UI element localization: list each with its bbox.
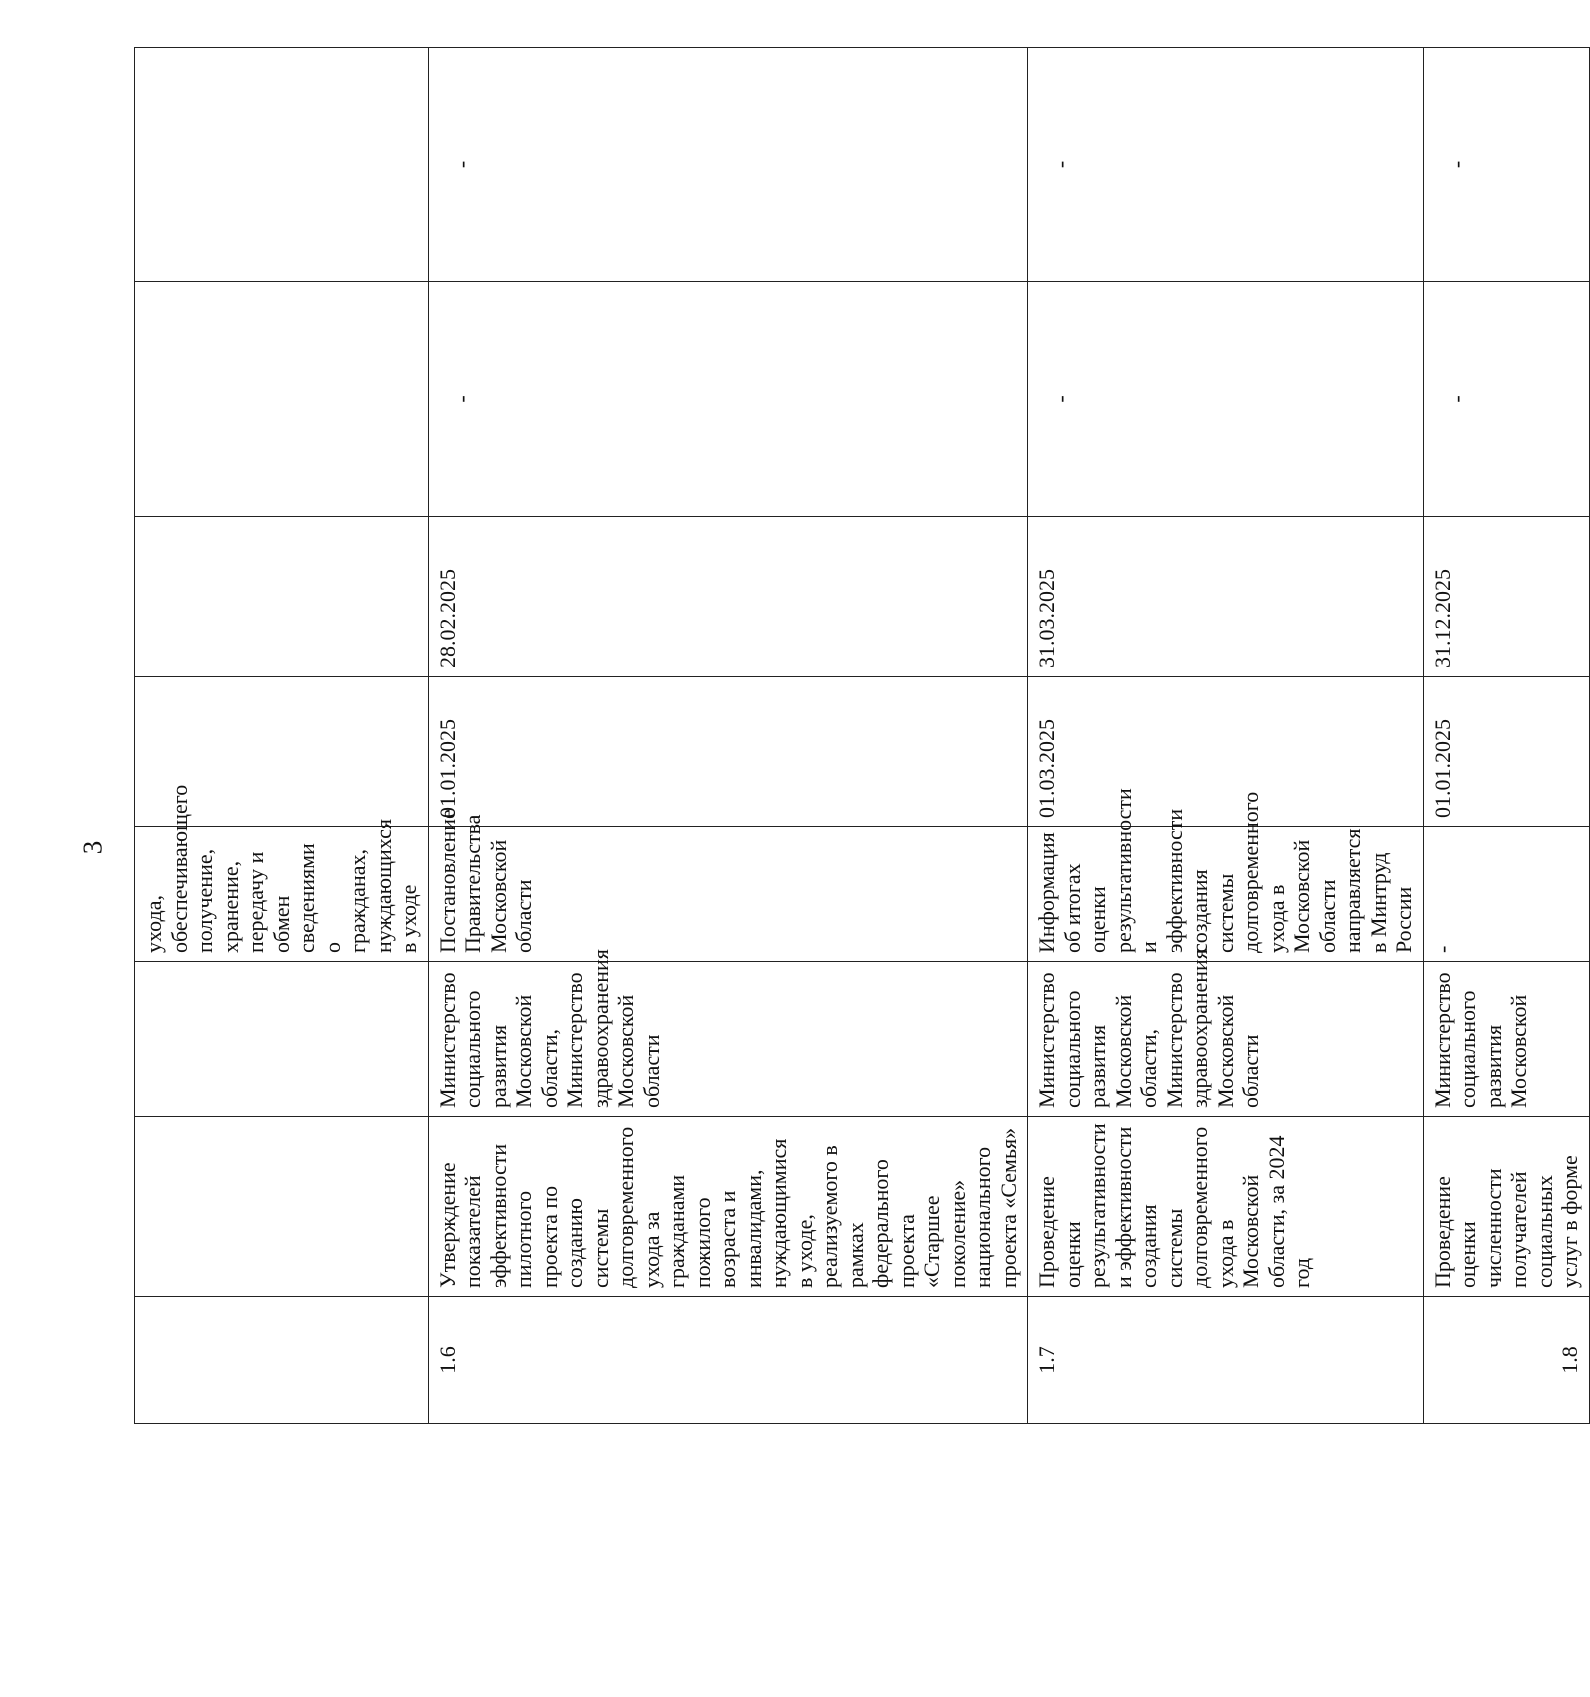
cell-num: 1.6 bbox=[428, 1297, 1028, 1424]
table-row bbox=[1028, 48, 1424, 1424]
cell-start: 01.03.2025 bbox=[1028, 677, 1424, 827]
cell-num bbox=[135, 1297, 429, 1424]
cell-end bbox=[135, 517, 429, 677]
cell-document: Информация об итогах оценки результативности и эффективности создания системы долговременного ухода в Московской области направляется в Минтруд России bbox=[1028, 827, 1424, 962]
cell-responsible: Министерство социального развития Московской области, Министерство здравоохранения Московской области bbox=[1028, 962, 1424, 1117]
cell-end: 31.12.2025 bbox=[1423, 517, 1589, 677]
cell-b-value: - bbox=[1048, 160, 1073, 169]
cell-document: ухода, обеспечивающего получение, хранение, передачу и обмен сведениями о гражданах, нуждающихся в уходе bbox=[135, 827, 429, 962]
table-row bbox=[135, 48, 429, 1424]
cell-start: 01.01.2025 bbox=[428, 677, 1028, 827]
table-row bbox=[1423, 48, 1589, 1424]
cell-a bbox=[1423, 282, 1589, 517]
cell-b bbox=[428, 48, 1028, 282]
cell-a-value: - bbox=[1443, 395, 1469, 403]
cell-a-value: - bbox=[1048, 395, 1073, 403]
cell-a bbox=[1028, 282, 1424, 517]
cell-name: Утверждение показателей эффективности пилотного проекта по созданию системы долговременного ухода за гражданами пожилого возраста и инвалидами, нуждающимися в уходе, реализуемого в рамках федерального проекта «Старшее поколение» национального проекта «Семья» bbox=[428, 1117, 1028, 1297]
table-row bbox=[428, 48, 1028, 1424]
rotated-table-frame bbox=[134, 48, 1582, 1424]
cell-b-value: - bbox=[448, 160, 474, 169]
cell-b-value: - bbox=[1443, 160, 1469, 169]
cell-responsible bbox=[135, 962, 429, 1117]
page-number: 3 bbox=[77, 840, 108, 855]
cell-b bbox=[1423, 48, 1589, 282]
cell-name bbox=[135, 1117, 429, 1297]
cell-b bbox=[135, 48, 429, 282]
cell-document: Постановление Правительства Московской области bbox=[428, 827, 1028, 962]
cell-end: 31.03.2025 bbox=[1028, 517, 1424, 677]
cell-responsible: Министерство социального развития Московской области, Министерство здравоохранения Московской области bbox=[428, 962, 1028, 1117]
cell-name: Проведение оценки результативности и эффективности создания системы долговременного ухода в Московской области, за 2024 год bbox=[1028, 1117, 1424, 1297]
cell-end: 28.02.2025 bbox=[428, 517, 1028, 677]
cell-name: Проведение оценки численности получателей социальных услуг в форме bbox=[1423, 1117, 1589, 1297]
cell-responsible: Министерство социального развития Московской bbox=[1423, 962, 1589, 1117]
cell-document: - bbox=[1423, 827, 1589, 962]
cell-a-value: - bbox=[448, 395, 474, 403]
cell-start: 01.01.2025 bbox=[1423, 677, 1589, 827]
cell-num: 1.7 bbox=[1028, 1297, 1424, 1424]
cell-a bbox=[135, 282, 429, 517]
cell-a bbox=[428, 282, 1028, 517]
cell-num: 1.8 bbox=[1423, 1297, 1589, 1424]
cell-b bbox=[1028, 48, 1424, 282]
measures-table bbox=[134, 47, 1590, 1424]
